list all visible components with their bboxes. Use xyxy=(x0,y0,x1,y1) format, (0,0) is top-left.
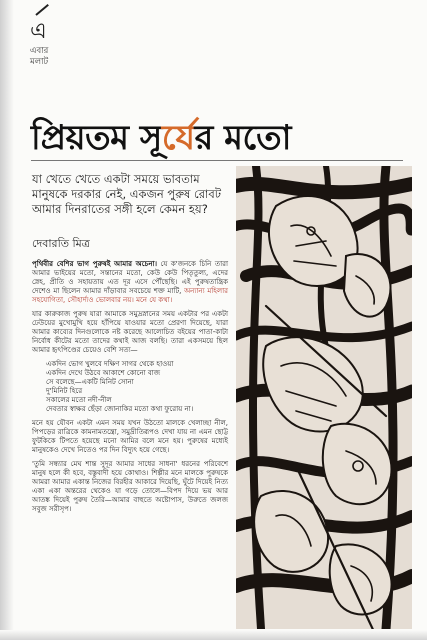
body-paragraph-3: মনে হয় যৌবন একটা এমন সময় যখন উঠতো মালকে খেলাচ্ছা নীল, পিপড়ের রাত্রিকে কামনামতন্ত্রো, সমুদ্রীতিরূপও দেখা যায় না এমন ছোট্ট ফুটকিকে টিপতে হয়েছে মনো আমির বলে মনে হয়। পুরুষের মধ্যেই মানুষকেও দেখে নিতেও পর দিন বিদ্যুৎ হয়ে গেছে। xyxy=(32,419,228,454)
body-paragraph-1 xyxy=(32,260,228,305)
paragraph-1-highlight: অন্যান্য মহিলার সহযোগিতা, সৌহার্দ্যও ভোলবার নয়। মনে যে কথা। xyxy=(32,287,228,304)
section-name xyxy=(30,46,70,68)
headline-part1: প্রিয়তম সূ xyxy=(31,118,162,158)
paragraph-lead-in: পৃথিবীর বেশির ভাগ পুরুষই আমার অচেনা। xyxy=(32,260,158,268)
section-name-line1: এবার xyxy=(30,46,49,56)
poem-line: একদিন ভোগ খুলবে দক্ষিণ সাগর থেকে হাওয়া xyxy=(46,360,174,368)
article-body xyxy=(32,260,228,519)
article-standfirst: যা খেতে খেতে একটা সময়ে ভাবতাম মানুষকে দরকার নেই, একজন পুরুষ রোবট আমার দিনরাতের সঙ্গী হলে কেমন হয়? xyxy=(32,172,222,216)
poem-line: সে বলেছে—একটি মিনিট সোনা xyxy=(46,378,134,386)
body-paragraph-2: যার কারুকাজ পুরুষ যারা আমাকে সমুদ্রস্নানের সময় একটার পর একটা ঢেউয়ের মুখোমুখি হয়ে হাঁপিয়ে যাওয়ার মতো প্রেরণা দিয়েছে, যারা আমার কাব্যের দিনগুলোকে নষ্ট করেছে আলোচিত বইয়ের পাতা-কাটা নির্বোধ কীটের মতো তাদের কথাই আজ বলছি। তারা একসময়ে ছিল আমার হৃৎপিণ্ডের চেয়েও বেশি সত্য— xyxy=(32,310,228,354)
cover-artwork xyxy=(236,166,412,629)
page-bottom-shadow xyxy=(0,630,427,640)
section-name-line2: মলাট xyxy=(30,57,49,67)
poem-line: সকালের মতো নদী-নীল xyxy=(46,396,112,404)
headline-part2: র মতো xyxy=(194,118,292,158)
poem-line: একদিন দেখে উঠবে আকাশে কোনো বাজ xyxy=(46,369,161,377)
paragraph-1-text: যে ক'জনকে চিনি তারা আমার ভাইয়ের মতো, সন্তানের মতো, কেউ কেউ পিতৃতুল্য, এদের স্নেহ, প্রীতি ও সহায়তায় এত দূর এসে পৌঁছেছি। এই পুরুষতান্ত্রিক দেশেও মা ছিলেন আমার দাঁড়াবার সবচেয়ে শক্ত মাটি, xyxy=(32,260,228,295)
poem-line: দু'মিনিট হিরে xyxy=(46,387,83,395)
poem-line: দেবতার স্বাক্ষর ছেঁড়া জোনাকির মতো কথা ফুরোয় না। xyxy=(46,405,194,413)
ink-illustration xyxy=(236,166,412,629)
body-paragraph-4: 'তুমি সন্ধ্যার মেঘ শান্ত সুদূর আমার সাধের সাধনা' ধরনের পরিবেশে মানুষ হলে কী হবে, বস্তুবাদী হয়ে কোথাও। শিল্পীর মনে মালকে পুরুষকে আমরা আমার একান্ত নিজের বিরহীর আকারে দিয়েছি, ঘুঁটে দিয়েই নিত্য একা একা অন্তরের থেকেও যা গড়ে তোলে—বিপদ দিয়ে ভয় আর আতঙ্ক দিয়েই পুরুষ তৈরি—আমার বাহুতে অষ্টোপাস, উরুতে জলজ সবুজ সরীসৃপ। xyxy=(32,460,228,513)
poem-quote xyxy=(46,360,228,414)
section-mark-glyph: এ xyxy=(30,19,47,44)
headline-rule xyxy=(31,160,403,161)
headline-accent: র্যে xyxy=(161,118,195,158)
author-byline: দেবারতি মিত্র xyxy=(32,237,90,250)
page-fold-shadow xyxy=(0,0,14,640)
